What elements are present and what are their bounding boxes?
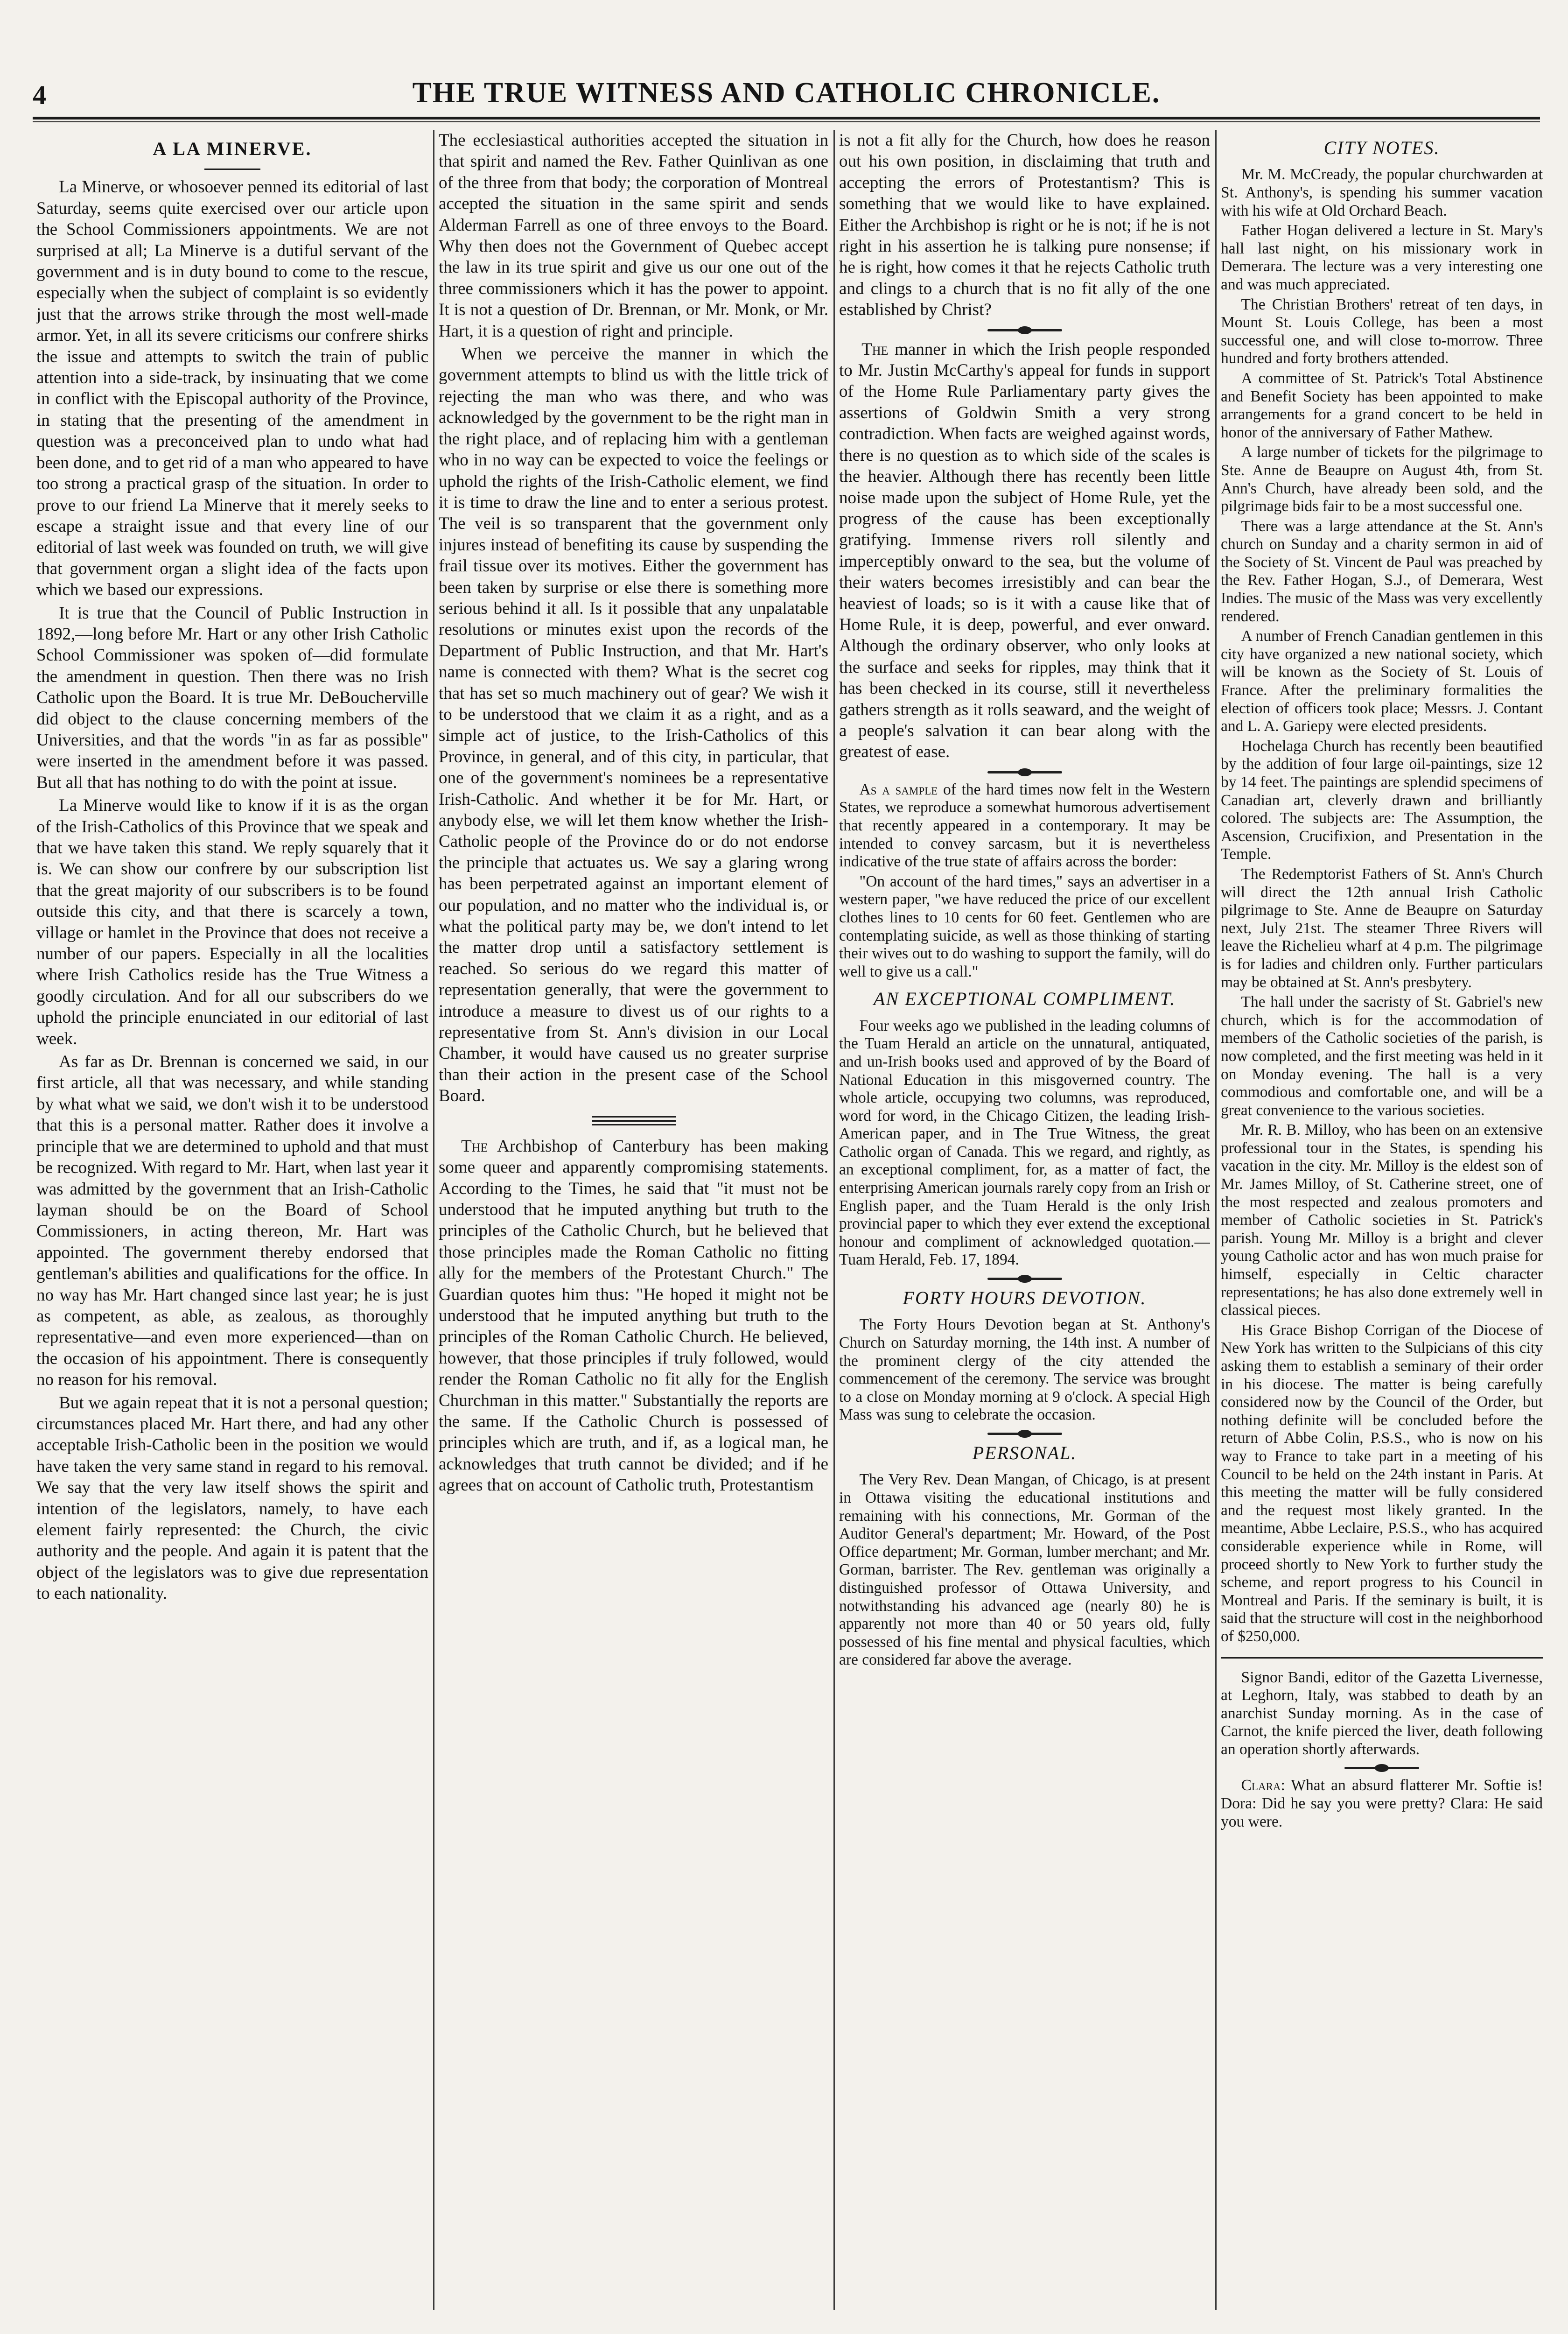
article-paragraph: La Minerve, or whosoever penned its editorial of last Saturday, seems quite exercised over our article upon the School Commissioners appointments. We are not surprised at all; La Minerve is a dutiful servant of the government and is in duty bound to come to the rescue, especially when the subject of complaint is so evidently just that the arrows strike through the most well-made armor. Yet, in all its severe criticisms our confrere shirks the issue and attempts to switch the train of public attention into a side-track, by insinuating that we come in conflict with the Episcopal authority of the Province, in stating that the presenting of the amendment in question was a preconceived plan to undo what had been done, and to get rid of a man who appeared to have too strong a practical grasp of the situation. In order to prove to our friend La Minerve that it merely seeks to escape a straight issue and that every line of our editorial of last week was founded on truth, we will give that government organ a slight idea of the facts upon which we based our expressions. [36,177,428,600]
section-divider [839,329,1210,331]
masthead-rule [33,117,1540,120]
city-note: Hochelaga Church has recently been beautified by the addition of four large oil-paintings, size 12 by 14 feet. The paintings are splendid specimens of Canadian art, cleverly drawn and brilliantly colored. The subjects are: The Assumption, the Ascension, Crucifixion, and Presentation in the Temple. [1221,737,1543,863]
city-note: The hall under the sacristy of St. Gabriel's new church, which is for the accommodation of members of the Catholic societies of the parish, is now completed, and the first meeting was held in it on Monday evening. The hall is a very commodious and comfortable one, and will be a great convenience to the various societies. [1221,993,1543,1119]
lead-word: The [461,1136,488,1156]
section-heading: AN EXCEPTIONAL COMPLIMENT. [873,988,1176,1010]
column-4 [1221,130,1543,2305]
section-divider [439,1116,828,1125]
lead-word: Clara: [1241,1777,1285,1794]
section-divider [839,1278,1210,1280]
column-1 [36,130,428,2305]
article-paragraph: The Very Rev. Dean Mangan, of Chicago, is at present in Ottawa visiting the educational institutions and remaining with his connections, Mr. Gorman of the Auditor General's department; Mr. Howard, of the Post Office department; Mr. Gorman, lumber merchant; and Mr. Gorman, barrister. The Rev. gentleman was originally a distinguished professor of Ottawa University, and notwithstanding his advanced age (nearly 80) he is apparently not more than 40 or 50 years old, fully possessed of his fine mental and physical faculties, which are considered far above the average. [839,1471,1210,1669]
article-paragraph: The Forty Hours Devotion began at St. Anthony's Church on Saturday morning, the 14th inst. A number of the prominent clergy of the city attended the commencement of the ceremony. The service was brought to a close on Monday morning at 9 o'clock. A special High Mass was sung to celebrate the occasion. [839,1316,1210,1424]
city-note: A number of French Canadian gentlemen in this city have organized a new national society, which will be known as the Society of St. Louis of France. After the preliminary formalities the election of officers took place; Messrs. J. Contant and L. A. Gariepy were elected presidents. [1221,627,1543,735]
article-paragraph: is not a fit ally for the Church, how does he reason out his own position, in disclaiming that truth and accepting the errors of Protestantism? This is something that we would like to have explained. Either the Archbishop is right or he is not; if he is not right in his assertion he is talking pure nonsense; if he is right, how comes it that he rejects Catholic truth and clings to a church that is no fit ally of the one established by Christ? [839,131,1210,320]
section-divider [1221,1657,1543,1659]
section-divider [839,771,1210,773]
column-divider [833,130,835,2310]
masthead-rule-thin [33,121,1540,122]
heading-rule [204,169,260,170]
newspaper-title: THE TRUE WITNESS AND CATHOLIC CHRONICLE. [412,77,1161,109]
paragraph-text: manner in which the Irish people responded to Mr. Justin McCarthy's appeal for funds in support of the Home Rule Parliamentary party gives the assertions of Goldwin Smith a very strong contradiction. When facts are weighed against words, there is no question as to which side of the scales is the heavier. Although there has recently been little noise made upon the subject of Home Rule, yet the progress of the cause has been exceptionally gratifying. Immense rivers roll silently and imperceptibly onward to the sea, but the volume of their waters becomes irresistibly and can bear the heaviest of loads; so is it with a cause like that of Home Rule, it is deep, powerful, and ever onward. Although the ordinary observer, who only looks at the surface and seeks for ripples, may think that it has been checked in its course, still it nevertheless gathers strength as it rolls seaward, and the weight of a people's salvation it can bear along with the greatest of ease. [839,339,1210,762]
masthead [33,70,1540,112]
joke-paragraph [1221,1777,1543,1831]
column-divider [1215,130,1217,2310]
city-note: Father Hogan delivered a lecture in St. Mary's hall last night, on his missionary work in Demerara. The lecture was a very interesting one and was much appreciated. [1221,222,1543,293]
article-paragraph: The ecclesiastical authorities accepted the situation in that spirit and named the Rev. Father Quinlivan as one of the three from that body; the corporation of Montreal accepted the situation in the same spirit and sends Alderman Farrell as one of three envoys to the Board. Why then does not the Government of Quebec accept the law in its true spirit and give us our one out of the three commissioners which it has the power to appoint. It is not a question of Dr. Brennan, or Mr. Monk, or Mr. Hart, it is a question of right and principle. [439,131,828,341]
section-heading: CITY NOTES. [1323,137,1440,158]
article-paragraph [839,781,1210,871]
city-note: Mr. R. B. Milloy, who has been on an extensive professional tour in the States, is spending his vacation in the city. Mr. Milloy is the eldest son of Mr. James Milloy, of St. Catherine street, one of the most respected and zealous promoters and member of Catholic societies in St. Patrick's parish. Young Mr. Milloy is a bright and clever young Catholic actor and has won much praise for himself, especially in Celtic character representations; he has also done extremely well in classical pieces. [1221,1121,1543,1319]
lead-word: As a sample [859,780,938,798]
city-note: The Christian Brothers' retreat of ten days, in Mount St. Louis College, has been a most successful one, and will close to-morrow. Three hundred and forty brothers attended. [1221,295,1543,367]
article-paragraph [439,1136,828,1496]
news-item: Signor Bandi, editor of the Gazetta Livernesse, at Leghorn, Italy, was stabbed to death by an anarchist Sunday morning. As in the case of Carnot, the knife pierced the liver, death following an operation shortly afterwards. [1221,1668,1543,1758]
paragraph-text: Archbishop of Canterbury has been making some queer and apparently compromising statements. According to the Times, he said that "it must not be understood that he imputed anything but truth to the principles of the Catholic Church, but he believed that those principles made the Roman Catholic no fitting ally for the members of the Protestant Church." The Guardian quotes him thus: "He hoped it might not be understood that he imputed anything but truth to the principles of the Roman Catholic Church. He believed, however, that those principles if truly followed, would render the Roman Catholic no fit ally for the English Churchman in this matter." Substantially the reports are the same. If the Catholic Church is possessed of principles which are truth, and if, as a logical man, he acknowledges that truth cannot be divided; and if he agrees that on account of Catholic truth, Protestantism [439,1136,828,1495]
quoted-advertisement: "On account of the hard times," says an advertiser in a western paper, "we have reduced the price of our excellent clothes lines to 10 cents for 60 feet. Gentlemen who are contemplating suicide, as well as those thinking of starting their wives out to do washing to support the family, will do well to give us a call." [839,872,1210,980]
city-note: Mr. M. McCready, the popular churchwarden at St. Anthony's, is spending his summer vacation with his wife at Old Orchard Beach. [1221,166,1543,219]
city-note: A large number of tickets for the pilgrimage to Ste. Anne de Beaupre on August 4th, from St. Ann's Church, have already been sold, and the pilgrimage bids fair to be a most successful one. [1221,443,1543,515]
column-3 [839,130,1210,2305]
city-note: There was a large attendance at the St. Ann's church on Sunday and a charity sermon in aid of the Society of St. Vincent de Paul was preached by the Rev. Father Hogan, S.J., of Demerara, West Indies. The music of the Mass was very excellently rendered. [1221,517,1543,625]
paragraph-text: What an absurd flatterer Mr. Softie is! Dora: Did he say you were pretty? Clara: He said you were. [1221,1777,1543,1830]
section-divider [1221,1767,1543,1769]
section-divider [839,1433,1210,1435]
article-heading: A LA MINERVE. [153,138,312,159]
article-paragraph: It is true that the Council of Public Instruction in 1892,—long before Mr. Hart or any other Irish Catholic School Commissioner was spoken of—did formulate the amendment in question. Then there was no Irish Catholic upon the Board. It is true Mr. DeBoucherville did object to the clause concerning members of the Universities, and that the words "in as far as possible" were inserted in the amendment before it was passed. But all that has nothing to do with the point at issue. [36,603,428,792]
article-paragraph: When we perceive the manner in which the government attempts to blind us with the little trick of rejecting the man who was there, and who was acknowledged by the government to be the right man in the right place, and of replacing him with a gentleman who in no way can be expected to voice the feelings or uphold the rights of the Irish-Catholic element, we find it is time to draw the line and to enter a serious protest. The veil is so transparent that the government only injures instead of benefiting its cause by suspending the frail tissue over its motives. Either the government has been taken by surprise or else there is something more serious behind it all. Is it possible that any unpalatable resolutions or minutes exist upon the records of the Department of Public Instruction, and that Mr. Hart's name is connected with them? What is the secret cog that has set so much machinery out of gear? We wish it to be understood that we claim it as a right, and as a simple act of justice, to the Irish-Catholics of this Province, in general, and of this city, in particular, that one of the government's nominees be a representative Irish-Catholic. And whether it be for Mr. Hart, or anybody else, we will let them know whether the Irish-Catholic people of the Province do or do not endorse the principle that actuates us. We say a glaring wrong has been perpetrated against an important element of our population, and no matter who the individual is, or what the political party may be, we don't intend to let the matter drop until a satisfactory settlement is reached. So serious do we regard this matter of representation generally, that were the government to introduce a measure to divest us of our rights to a representative from St. Ann's division in our Local Chamber, it would have caused us no greater surprise than their action in the present case of the School Board. [439,344,828,1106]
article-paragraph: But we again repeat that it is not a personal question; circumstances placed Mr. Hart there, and had any other acceptable Irish-Catholic been in the position we would have taken the very same stand in regard to his removal. We say that the very law itself shows the spirit and intention of the legislators, namely, to have each element fairly represented: the Church, the civic authority and the people. And again it is patent that the object of the legislators was to give due representation to each nationality. [36,1393,428,1603]
article-paragraph [839,339,1210,763]
section-heading: PERSONAL. [972,1442,1077,1463]
article-paragraph: As far as Dr. Brennan is concerned we said, in our first article, all that was necessary, and while standing by what what we said, we don't wish it to be understood that this is a personal matter. Rather does it involve a principle that we are determined to uphold and that must be recognized. With regard to Mr. Hart, when last year it was admitted by the government that an Irish-Catholic layman should be on the Board of School Commissioners, in acting thereon, Mr. Hart was appointed. The government thereby endorsed that gentleman's abilities and qualifications for the office. In no way has Mr. Hart changed since last year; he is just as competent, as able, as zealous, as thoroughly representative—and even more experienced—than on the occasion of his appointment. There is consequently no reason for his removal. [36,1052,428,1390]
city-note: His Grace Bishop Corrigan of the Diocese of New York has written to the Sulpicians of this city asking them to establish a seminary of their order in his diocese. The matter is being carefully considered now by the Council of the Order, but nothing definite will be concluded before the return of Abbe Colin, P.S.S., who is now on his way to France to take part in a meeting of his Council to be held on the 24th instant in Paris. At this meeting the matter will be fully considered and the request most likely granted. In the meantime, Abbe Leclaire, P.S.S., who has acquired considerable experience while in Rome, will proceed shortly to New York to further study the scheme, and report progress to his Council in Montreal and Paris. If the seminary is built, it is said that the structure will cost in the neighborhood of $250,000. [1221,1321,1543,1645]
column-divider [433,130,434,2310]
column-2 [439,130,828,2305]
article-paragraph: La Minerve would like to know if it is as the organ of the Irish-Catholics of this Province that we speak and that we have taken this stand. We reply squarely that it is. We can show our confrere by our subscription list that the great majority of our subscribers is to be found outside this city, and that there is scarcely a town, village or hamlet in the Province that does not receive a number of our papers. Especially in all the localities where Irish Catholics reside has the True Witness a goodly circulation. And for all our subscribers do we uphold the principle enunciated in our editorial of last week. [36,796,428,1048]
section-heading: FORTY HOURS DEVOTION. [903,1287,1147,1309]
lead-word: The [861,339,889,359]
city-note: A committee of St. Patrick's Total Abstinence and Benefit Society has been appointed to make arrangements for a grand concert to be held in honor of the anniversary of Father Mathew. [1221,369,1543,441]
paragraph-text: of the hard times now felt in the Western States, we reproduce a somewhat humorous advertisement that recently appeared in a contemporary. It may be intended to convey sarcasm, but it is nevertheless indicative of the true state of affairs across the border: [839,780,1210,871]
article-paragraph: Four weeks ago we published in the leading columns of the Tuam Herald an article on the unnatural, antiquated, and un-Irish books used and approved of by the Board of National Education in this misgoverned country. The whole article, occupying two columns, was reproduced, word for word, in the Chicago Citizen, the leading Irish-American paper, and in The True Witness, the great Catholic organ of Canada. This we regard, and rightly, as an exceptional compliment, for, as a matter of fact, the enterprising American journals rarely copy from an Irish or English paper, and the Tuam Herald is the only Irish provincial paper to which they ever extend the exceptional honour and compliment of acknowledged quotation.—Tuam Herald, Feb. 17, 1894. [839,1017,1210,1269]
city-note: The Redemptorist Fathers of St. Ann's Church will direct the 12th annual Irish Catholic pilgrimage to Ste. Anne de Beaupre on Saturday next, July 21st. The steamer Three Rivers will leave the Richelieu wharf at 4 p.m. The pilgrimage is for ladies and children only. Further particulars may be obtained at St. Ann's presbytery. [1221,865,1543,991]
page-number: 4 [33,80,46,110]
